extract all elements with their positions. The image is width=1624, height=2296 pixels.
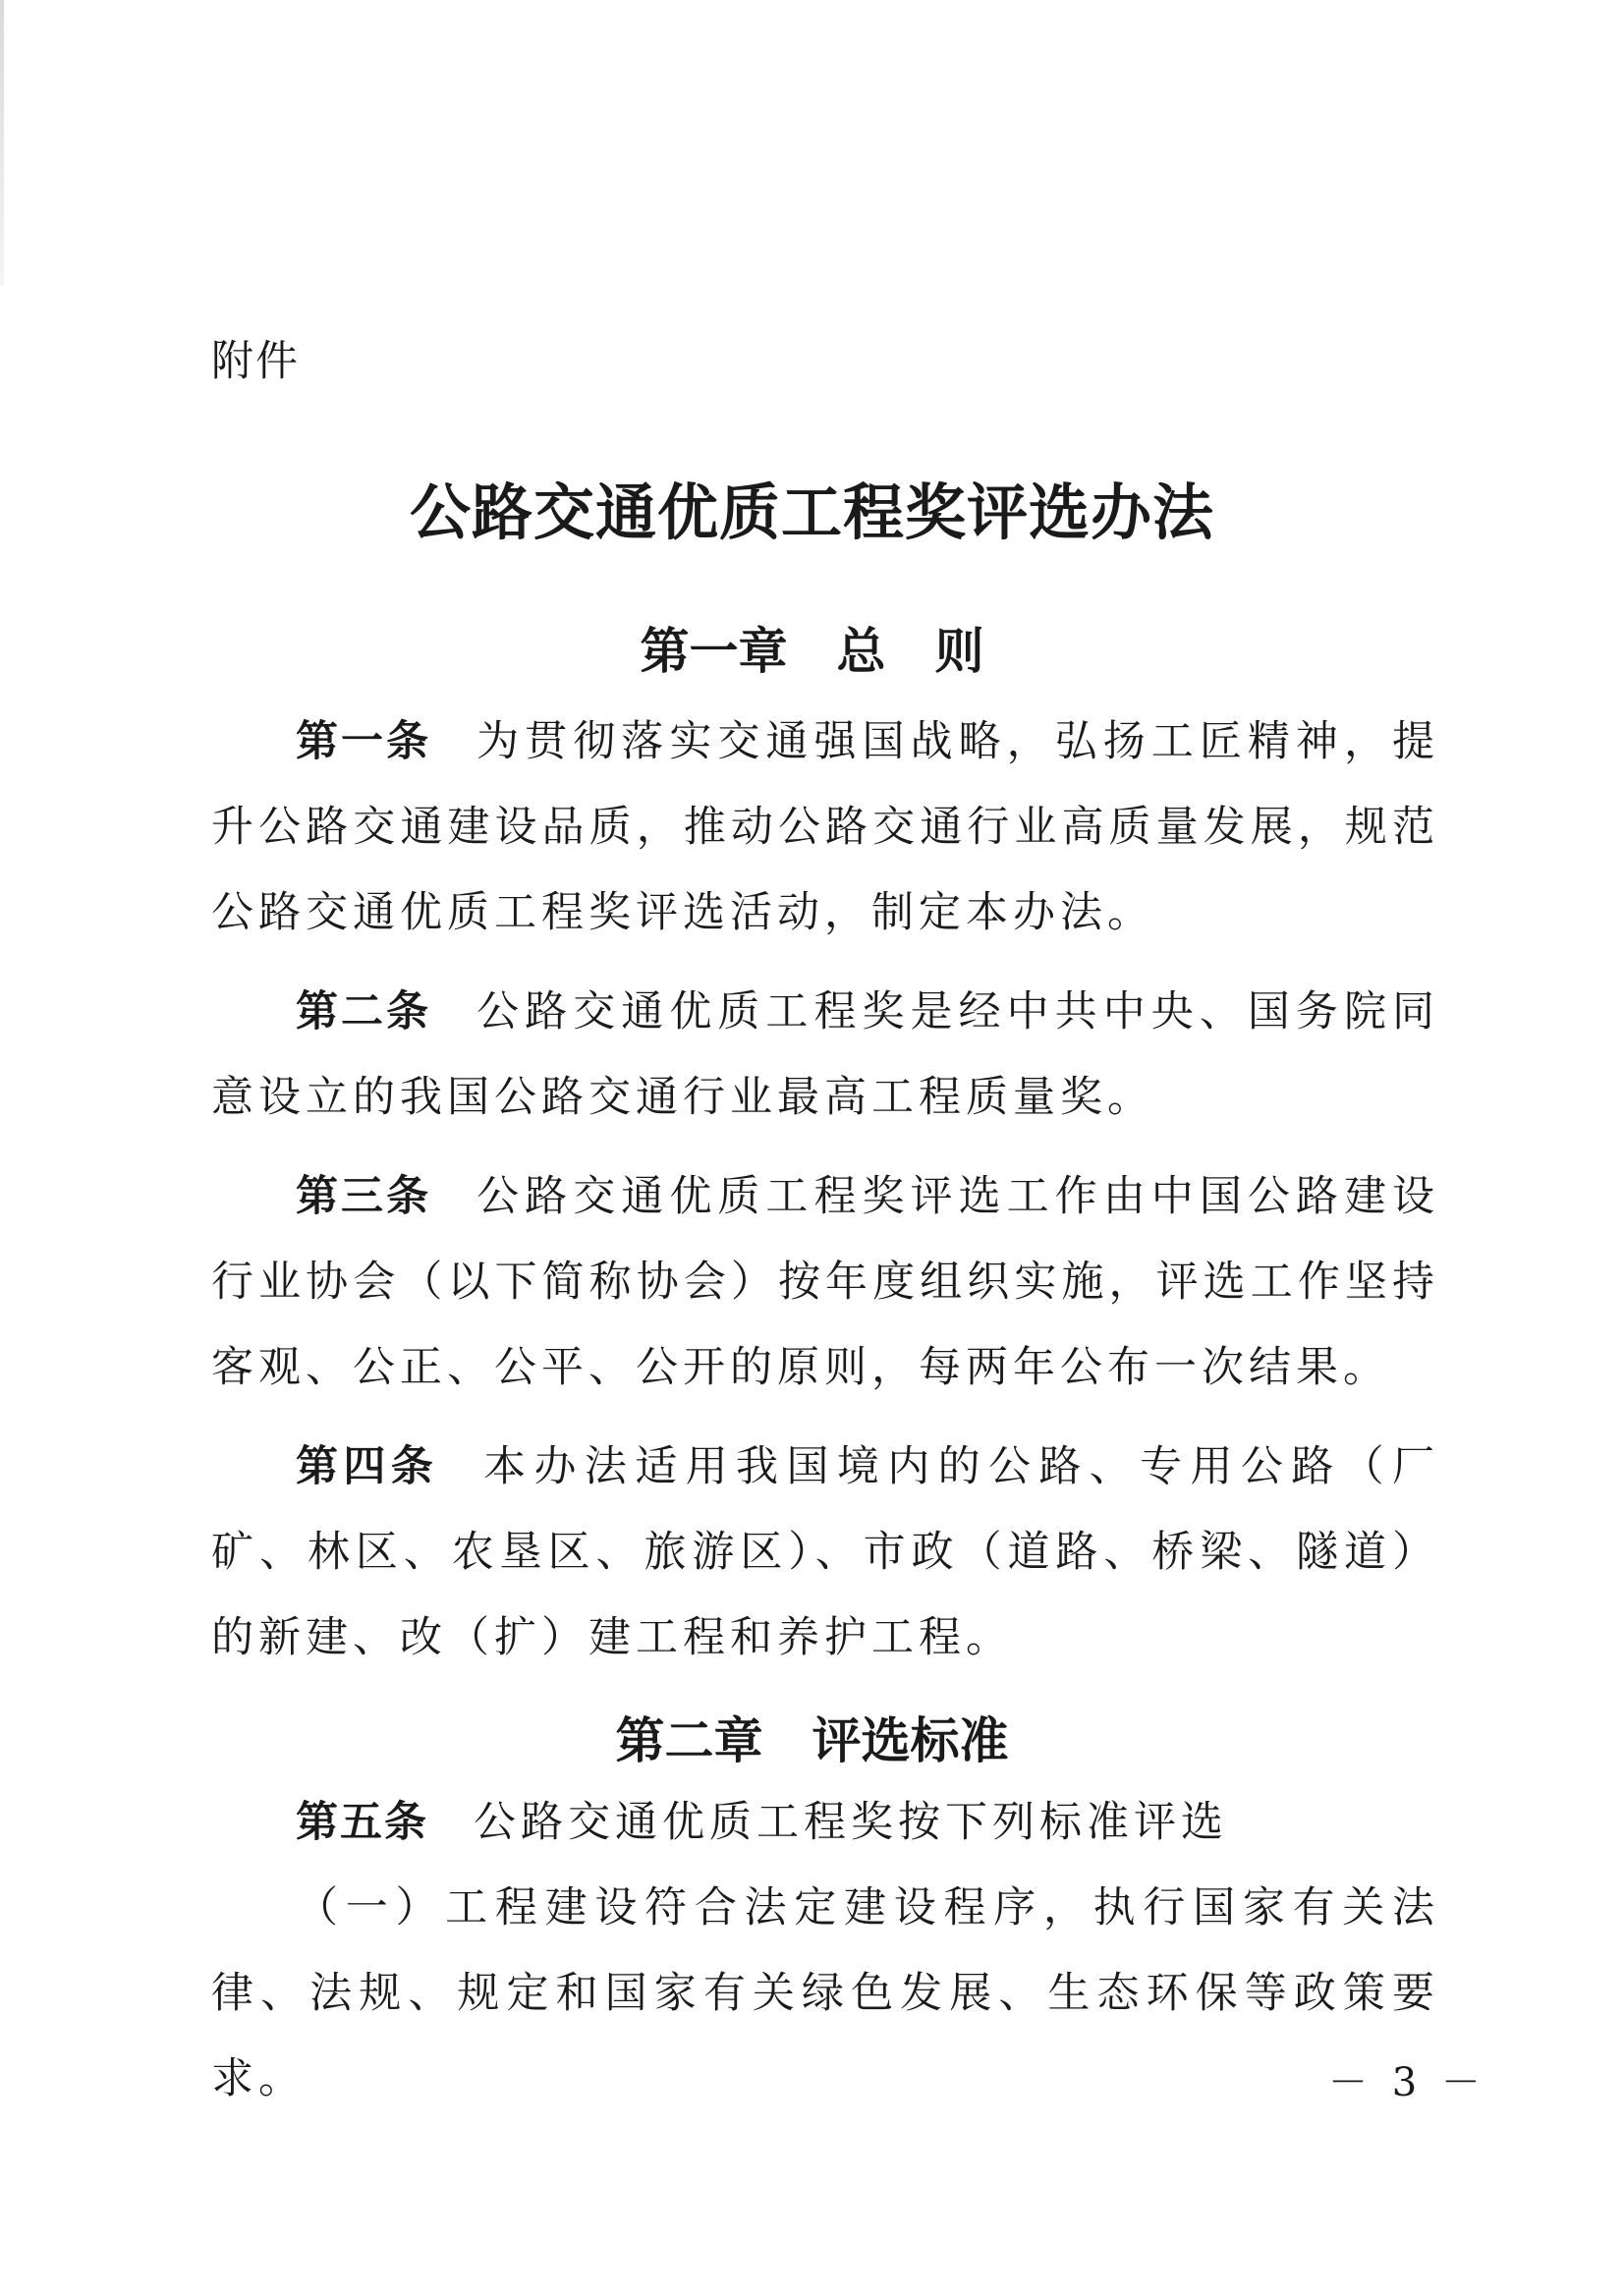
article-5 — [211, 1780, 1439, 1866]
article-3-label: 第三条 — [296, 1172, 432, 1221]
article-4 — [211, 1425, 1439, 1681]
article-4-text: 本办法适用我国境内的公路、专用公路（厂矿、林区、农垦区、旅游区）、市政（道路、桥梁、隧道）的新建、改（扩）建工程和养护工程。 — [211, 1442, 1440, 1662]
article-2-label: 第二条 — [296, 987, 432, 1036]
article-3 — [211, 1154, 1439, 1411]
article-3-text: 公路交通优质工程奖评选工作由中国公路建设行业协会（以下简称协会）按年度组织实施，评选工作坚持客观、公正、公平、公开的原则，每两年公布一次结果。 — [211, 1172, 1440, 1392]
article-5-text: 公路交通优质工程奖按下列标准评选 — [474, 1798, 1228, 1847]
article-2-text: 公路交通优质工程奖是经中共中央、国务院同意设立的我国公路交通行业最高工程质量奖。 — [211, 987, 1440, 1122]
article-1-label: 第一条 — [296, 717, 432, 766]
chapter-1-heading: 第一章 总 则 — [640, 623, 984, 680]
scan-edge-shadow — [0, 0, 4, 285]
page-number: － 3 － — [1328, 2060, 1486, 2105]
article-1-text: 为贯彻落实交通强国战略，弘扬工匠精神，提升公路交通建设品质，推动公路交通行业高质量发展，规范公路交通优质工程奖评选活动，制定本办法。 — [211, 717, 1440, 937]
article-5-label: 第五条 — [296, 1798, 428, 1847]
document-title: 公路交通优质工程奖评选办法 — [409, 476, 1214, 548]
chapter-2-heading: 第二章 评选标准 — [615, 1712, 1009, 1769]
article-5-item-1: （一）工程建设符合法定建设程序，执行国家有关法律、法规、规定和国家有关绿色发展、生态环保等政策要求。 — [211, 1883, 1439, 2103]
article-2 — [211, 970, 1439, 1141]
article-4-label: 第四条 — [296, 1442, 439, 1491]
attachment-label: 附件 — [211, 337, 300, 386]
article-1 — [211, 700, 1439, 956]
